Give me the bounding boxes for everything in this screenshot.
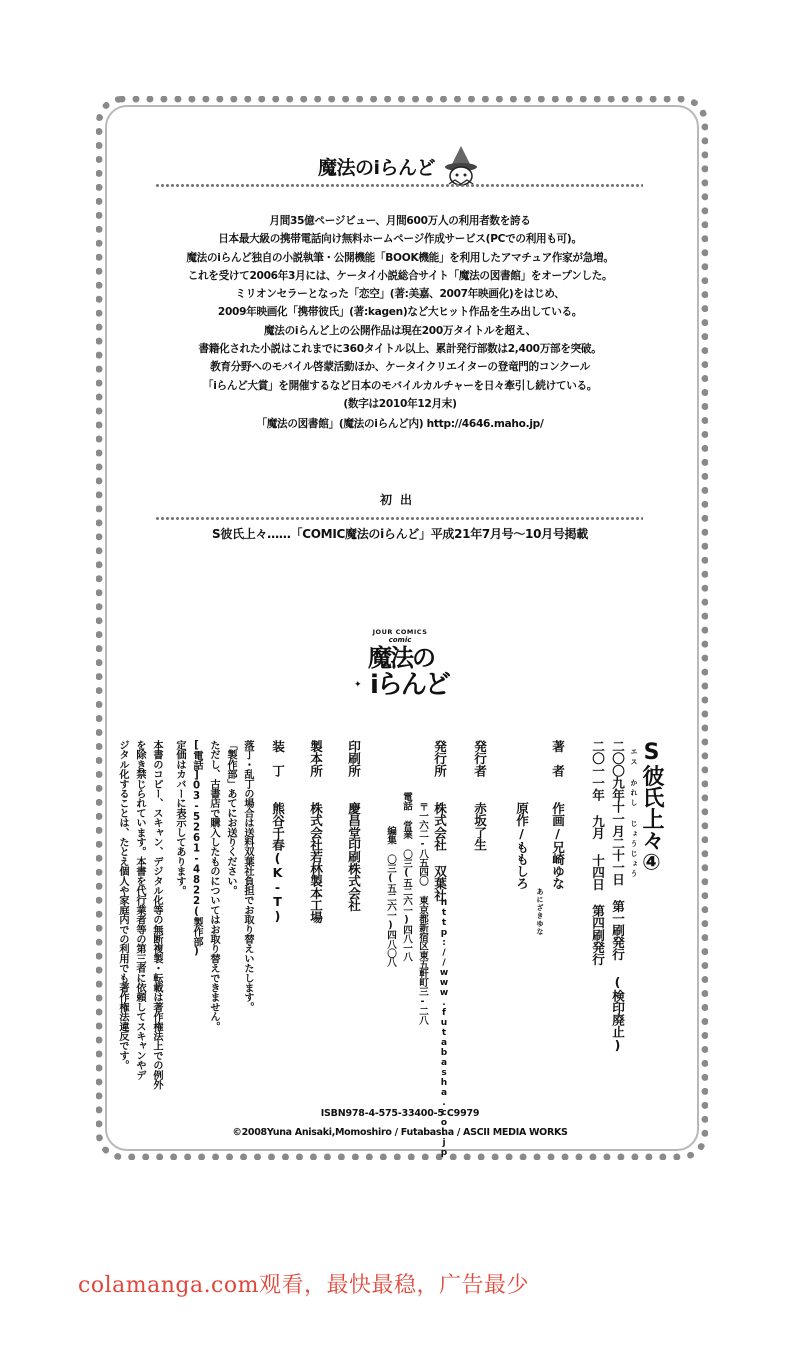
note-send-to: 「製作部」あてにお送りください。 (225, 740, 236, 896)
publisher-url: http://www.futabasha.co.jp (439, 898, 449, 1158)
sparkle-icon: ✦ (354, 680, 362, 690)
maho-iland-logo (318, 146, 498, 186)
intro-line: 教育分野へのモバイル啓蒙活動ほか、ケータイクリエイターの登竜門的コンクール (210, 361, 590, 374)
dotted-divider-top (155, 183, 643, 188)
witch-hat-mascot-icon (441, 144, 481, 188)
publisher-phone-editorial: 編集 〇三(五二六一)四八〇八 (385, 826, 396, 967)
author-label: 著 者 (550, 740, 565, 777)
intro-line: ミリオンセラーとなった「恋空」(著:美嘉、2007年映画化)をはじめ、 (235, 288, 565, 301)
book-title: S彼氏上々④ (639, 740, 664, 875)
site-watermark: colamanga.com观看，最快最稳，广告最少 (78, 1273, 529, 1298)
author-original: 原作/ももしろ (514, 802, 529, 890)
intro-line: 月間35億ページビュー、月間600万人の利用者数を誇る (269, 215, 531, 227)
printer-label: 印刷所 (346, 740, 361, 777)
imprint-title-line1: 魔法の (368, 644, 434, 672)
intro-line: 日本最大級の携帯電話向け無料ホームページ作成サービス(PCでの利用も可)。 (218, 233, 582, 246)
imprint-title-line2: iらんど (370, 670, 449, 700)
note-copyright-2: を除き禁じられています。本書を代行業者等の第三者に依頼してスキャンやデ (134, 740, 145, 1080)
title-ruby: エス かれし じょうじょう (630, 748, 638, 880)
fourth-print-date: 二〇一一年 九月 十四日 第四刷発行 (590, 740, 605, 965)
note-copyright-1: 本書のコピー、スキャン、デジタル化等の無断複製・転載は著作権法上での例外 (151, 740, 162, 1090)
intro-line: 書籍化された小説はこれまでに360タイトル以上、累計発行部数は2,400万部を突破。 (198, 343, 602, 356)
author-ruby: あにざきゆな (536, 888, 544, 936)
binder-name: 株式会社若林製本工場 (308, 802, 323, 923)
iland-introduction (150, 212, 650, 413)
volume-number: ④ (639, 850, 664, 875)
publisher-name: 株式会社 双葉社 (432, 802, 447, 902)
intro-line: 「iらんど大賞」を開催するなど日本のモバイルカルチャーを日々牽引し続けている。 (202, 379, 598, 392)
imprint-logo (350, 628, 450, 714)
intro-line: 魔法のiらんど独自の小説執筆・公開機能「BOOK機能」を利用したアマチュア作家が急増。 (186, 251, 614, 264)
binder-label: 製本所 (308, 740, 323, 777)
printer-name: 慶昌堂印刷株式会社 (346, 802, 361, 911)
author-art: 作画/兄崎ゆな (550, 802, 565, 890)
logo-text: 魔法のiらんど (318, 156, 436, 179)
intro-line: これを受けて2006年3月には、ケータイ小説総合サイト「魔法の図書館」をオープンした。 (187, 269, 613, 282)
intro-line: 2009年映画化「携帯彼氏」(著:kagen)など大ヒット作品を生み出している。 (217, 306, 583, 319)
note-price: 定価はカバーに表示してあります。 (174, 740, 185, 896)
design-name: 熊谷千春(K-T) (270, 802, 285, 923)
publisher-phone-sales: 電話 営業 〇三(五二六一)四八一八 (401, 792, 412, 962)
note-phone: [電話]03-5261-4822(製作部) (191, 740, 202, 957)
publisher-person-label: 発行者 (472, 740, 487, 777)
intro-line: 魔法のiらんど上の公開作品は現在200万タイトルを超え、 (263, 324, 537, 337)
copyright-line: ©2008Yuna Anisaki,Momoshiro / Futabasha / ASCII MEDIA WORKS (232, 1127, 568, 1138)
first-appearance-text: S彼氏上々……「COMIC魔法のiらんど」平成21年7月号〜10月号掲載 (212, 527, 588, 541)
note-used-books: ただし、古書店で購入したものについてはお取り替えできません。 (208, 740, 219, 1031)
dotted-divider-middle (155, 516, 643, 521)
first-print-date: 二〇〇九年十一月二十一日 第一刷発行 (検印廃止) (610, 740, 625, 1053)
publisher-person: 赤坂了生 (472, 802, 487, 851)
publisher-address: 〒一六二-八五四〇 東京都新宿区東五軒町三-二八 (417, 802, 428, 1025)
note-copyright-3: ジタル化することは、たとえ個人や家庭内での利用でも著作権法違反です。 (117, 740, 128, 1070)
note-replacement: 落丁・乱丁の場合は送料双葉社負担でお取り替えいたします。 (242, 740, 253, 1012)
imprint-jour-comics: JOUR COMICS (372, 628, 428, 636)
design-label: 装 丁 (270, 740, 285, 777)
intro-line: (数字は2010年12月末) (343, 397, 457, 410)
library-url: 「魔法の図書館」(魔法のiらんど内) http://4646.maho.jp/ (256, 418, 544, 430)
publisher-label: 発行所 (432, 740, 447, 777)
imprint-comic: comic (388, 636, 412, 644)
first-appearance-title: 初出 (379, 493, 420, 507)
isbn: ISBN978-4-575-33400-5 C9979 (320, 1108, 480, 1119)
